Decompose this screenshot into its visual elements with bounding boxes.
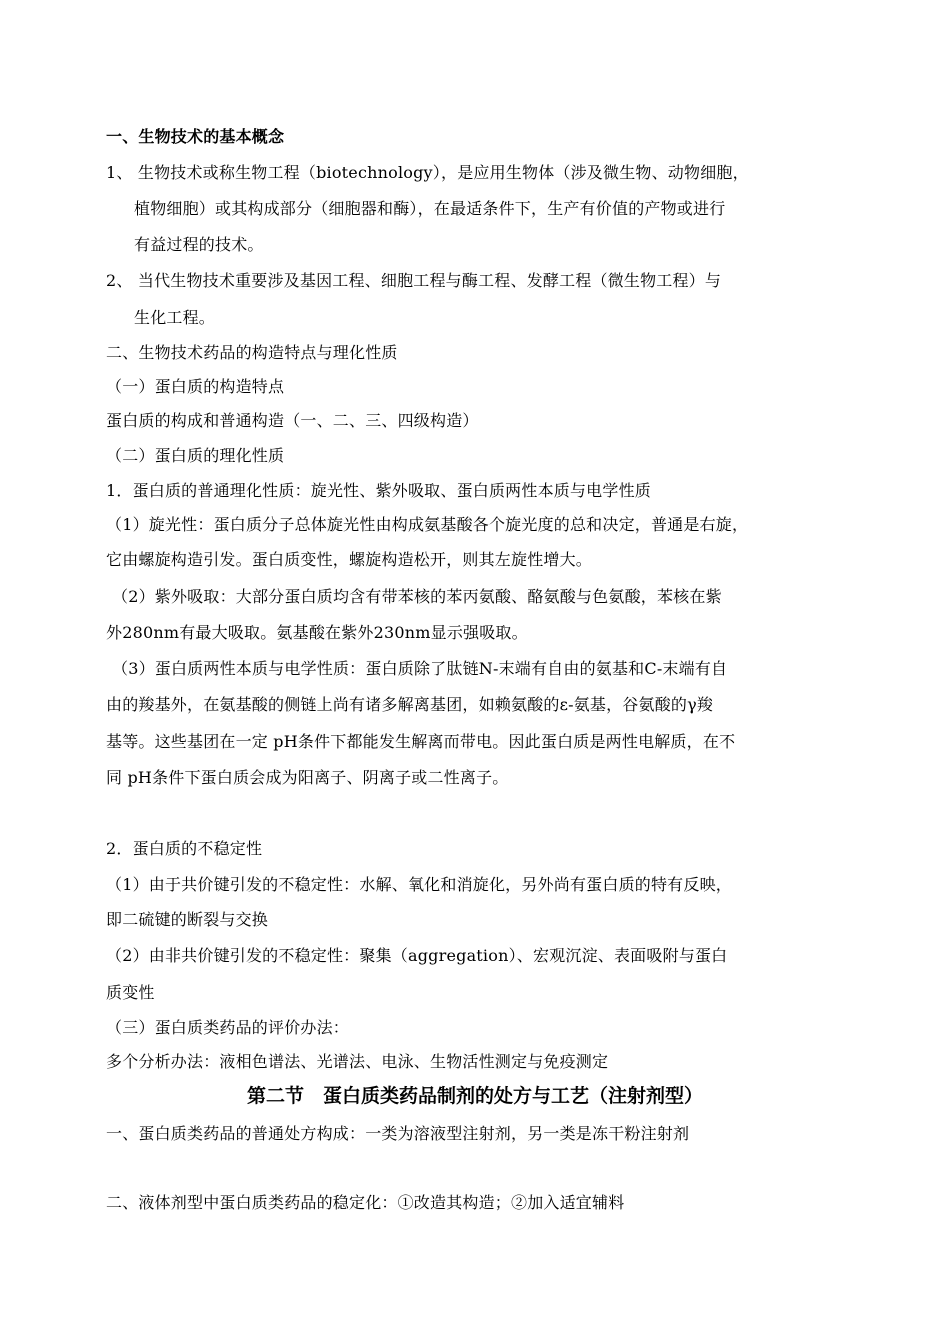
paragraph-line: 它由螺旋构造引发。蛋白质变性，螺旋构造松开，则其左旋性增大。 xyxy=(106,550,593,569)
paragraph-line: 2、 当代生物技术重要涉及基因工程、细胞工程与酶工程、发酵工程（微生物工程）与 xyxy=(106,271,722,290)
paragraph-line: （1）旋光性：蛋白质分子总体旋光性由构成氨基酸各个旋光度的总和决定，普通是右旋， xyxy=(106,515,749,534)
paragraph-line: 基等。这些基团在一定 pH条件下都能发生解离而带电。因此蛋白质是两性电解质，在不 xyxy=(106,732,736,751)
paragraph-line: （2）由非共价键引发的不稳定性：聚集（aggregation）、宏观沉淀、表面吸附与蛋白 xyxy=(106,946,728,965)
heading-biotech-basic-concepts: 一、生物技术的基本概念 xyxy=(106,127,285,146)
subheading-evaluation-methods: （三）蛋白质类药品的评价办法： xyxy=(106,1018,350,1037)
subheading-protein-instability: 2．蛋白质的不稳定性 xyxy=(106,839,263,858)
paragraph-line: 1、 生物技术或称生物工程（biotechnology），是应用生物体（涉及微生物、动物细胞， xyxy=(106,163,749,182)
paragraph-line: （3）蛋白质两性本质与电学性质：蛋白质除了肽链N-末端有自由的氨基和C-末端有自 xyxy=(112,659,728,678)
paragraph-line: 生化工程。 xyxy=(134,308,216,327)
paragraph-line: 一、蛋白质类药品的普通处方构成：一类为溶液型注射剂，另一类是冻干粉注射剂 xyxy=(106,1124,690,1143)
paragraph-line: 外280nm有最大吸取。氨基酸在紫外230nm显示强吸取。 xyxy=(106,623,528,642)
paragraph-line: （2）紫外吸取：大部分蛋白质均含有带苯核的苯丙氨酸、酪氨酸与色氨酸，苯核在紫 xyxy=(112,587,722,606)
paragraph-line: 植物细胞）或其构成部分（细胞器和酶），在最适条件下，生产有价值的产物或进行 xyxy=(134,199,726,218)
paragraph-line: 有益过程的技术。 xyxy=(134,235,264,254)
paragraph-line: 多个分析办法：液相色谱法、光谱法、电泳、生物活性测定与免疫测定 xyxy=(106,1052,609,1071)
paragraph-line: 1．蛋白质的普通理化性质：旋光性、紫外吸取、蛋白质两性本质与电学性质 xyxy=(106,481,651,500)
paragraph-line: （1）由于共价键引发的不稳定性：水解、氧化和消旋化，另外尚有蛋白质的特有反映， xyxy=(106,875,732,894)
paragraph-line: 即二硫键的断裂与交换 xyxy=(106,910,269,929)
paragraph-line: 由的羧基外，在氨基酸的侧链上尚有诸多解离基团，如赖氨酸的ε-氨基，谷氨酸的γ羧 xyxy=(106,695,714,714)
heading-biotech-drug-properties: 二、生物技术药品的构造特点与理化性质 xyxy=(106,343,398,362)
subheading-protein-properties: （二）蛋白质的理化性质 xyxy=(106,446,285,465)
subheading-protein-structure: （一）蛋白质的构造特点 xyxy=(106,377,285,396)
section-title-second: 第二节 蛋白质类药品制剂的处方与工艺（注射剂型） xyxy=(246,1085,703,1107)
paragraph-line: 蛋白质的构成和普通构造（一、二、三、四级构造） xyxy=(106,411,479,430)
paragraph-line: 同 pH条件下蛋白质会成为阳离子、阴离子或二性离子。 xyxy=(106,768,509,787)
paragraph-line: 二、液体剂型中蛋白质类药品的稳定化：①改造其构造；②加入适宜辅料 xyxy=(106,1193,625,1212)
paragraph-line: 质变性 xyxy=(106,983,155,1002)
